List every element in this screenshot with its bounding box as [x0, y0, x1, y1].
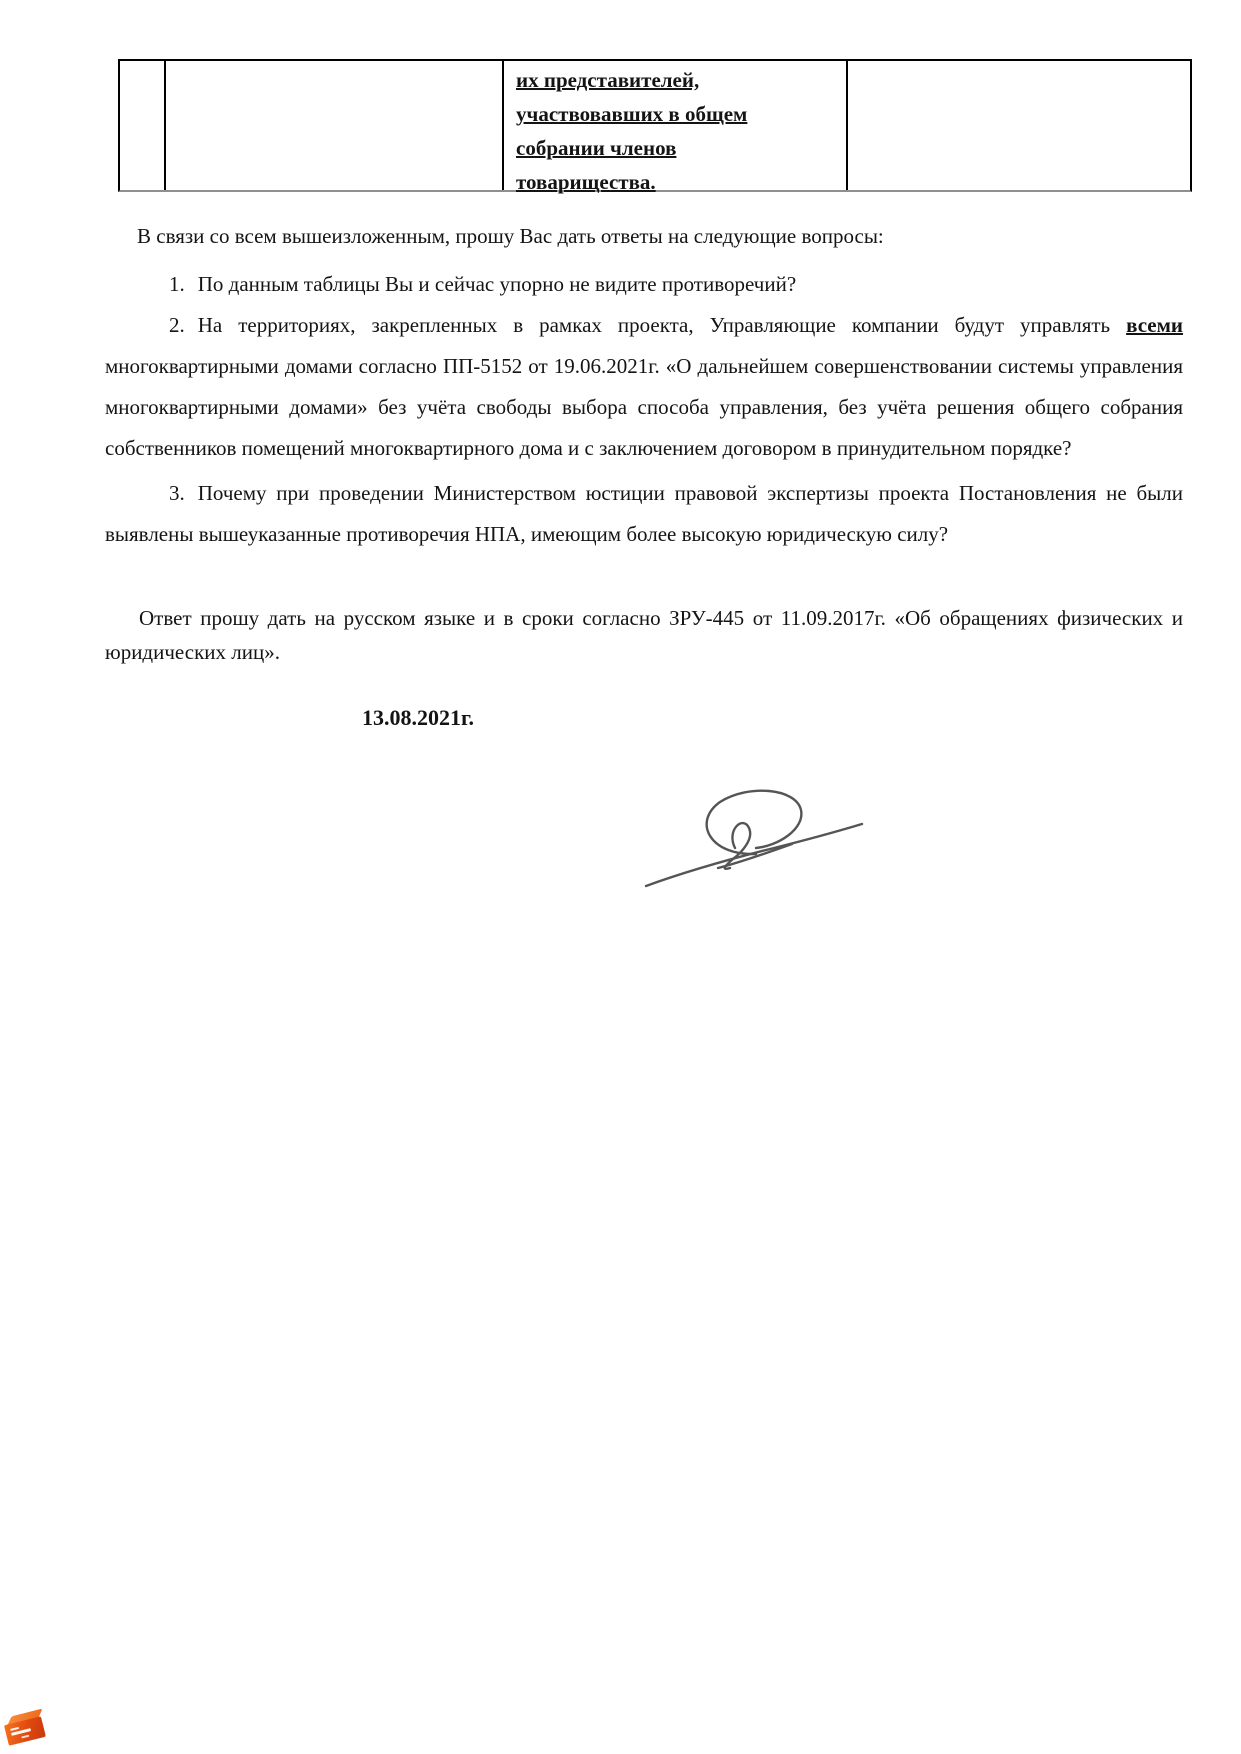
table-cell-left	[166, 61, 504, 190]
intro-paragraph: В связи со всем вышеизложенным, прошу Вас дать ответы на следующие вопросы:	[137, 224, 884, 248]
emphasized-word: всеми	[1126, 313, 1184, 337]
question-item-1-text: По данным таблицы Вы и сейчас упорно не видите противоречий?	[197, 272, 797, 296]
watermark-logo-text-bar	[21, 1735, 29, 1739]
closing-paragraph: Ответ прошу дать на русском языке и в сроки согласно ЗРУ-445 от 11.09.2017г. «Об обращениях физических и юридических лиц».	[105, 606, 1183, 664]
table-cell-text-line: участвовавших в общем	[516, 102, 748, 126]
table-cell-number	[120, 61, 166, 190]
table-cell-text-line: товарищества.	[516, 170, 656, 194]
list-number: 3.	[169, 481, 185, 505]
table-cell-right	[848, 61, 1190, 190]
list-number: 1.	[169, 272, 185, 296]
document-date: 13.08.2021г.	[362, 705, 475, 730]
question-item-1	[105, 264, 1183, 305]
letter-body	[105, 192, 1183, 738]
table-fragment	[118, 59, 1192, 192]
question-item-2	[105, 305, 1183, 469]
watermark-logo	[2, 1707, 52, 1754]
signature-strokes	[638, 782, 870, 894]
question-item-2-text-end: многоквартирными домами согласно ПП-5152 от 19.06.2021г. «О дальнейшем совершенствовании системы управления многоквартирными домами» без учёта свободы выбора способа управления, без учёта решения общего собрания собственников помещений многоквартирного дома и с заключением договором в принудительном порядке?	[105, 354, 1183, 460]
question-item-2-text-start: На территориях, закрепленных в рамках проекта, Управляющие компании будут управлять	[197, 313, 1111, 337]
question-item-3	[105, 473, 1183, 555]
question-item-3-text: Почему при проведении Министерством юстиции правовой экспертизы проекта Постановления не были выявлены вышеуказанные противоречия НПА, имеющим более высокую юридическую силу?	[105, 481, 1183, 546]
signature-image	[638, 782, 870, 894]
list-number: 2.	[169, 313, 185, 337]
table-cell-text-line: их представителей,	[516, 68, 700, 92]
table-cell-text-line: собрании членов	[516, 136, 677, 160]
table-cell-text	[504, 61, 848, 194]
